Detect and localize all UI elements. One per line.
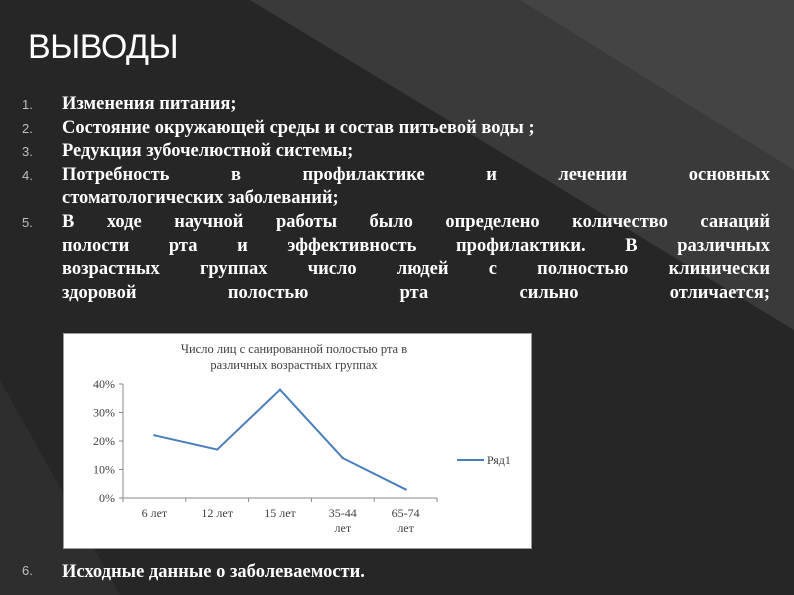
list-item [22,140,770,164]
x-tick-label: 35-44 [328,506,357,520]
item-text: Изменения питания; [62,94,237,114]
chart-axes [93,377,437,535]
line-chart [64,334,531,548]
item-text: Исходные данные о заболеваемости. [62,562,365,582]
data-point [342,457,344,459]
legend-label: Ряд1 [487,453,511,467]
item-text: Редукция зубочелюстной системы; [62,141,354,162]
item-number: 4. [22,167,33,183]
series-line [154,390,405,490]
x-tick-label: 6 лет [141,506,168,520]
item-text: Состояние окружающей среды и состав питьевой воды ; [62,117,535,138]
x-tick-label: 65-74 [391,506,420,520]
y-tick-label: 30% [93,405,115,420]
x-tick-label: лет [334,521,352,535]
data-point [279,389,281,391]
list-item [22,164,770,211]
item-text-line: В ходе научной работы было определено количество санаций [62,211,770,232]
chart-title-line: различных возрастных группах [210,358,378,372]
x-tick-label: 12 лет [201,506,233,520]
x-tick-label: 15 лет [264,506,296,520]
chart-panel [63,333,532,549]
item-number: 3. [22,144,33,160]
item-text-line: возрастных группах число людей с полностью клинически [62,259,770,280]
data-point [404,488,406,490]
conclusions-list [22,93,770,305]
y-tick-label: 20% [93,434,115,448]
item-number: 2. [22,120,33,136]
item-text-line: Потребность в профилактике и лечении основных [62,164,770,185]
slide-title: ВЫВОДЫ [28,28,179,66]
chart-marks [153,389,407,491]
list-item [22,117,770,141]
item-text-line: здоровой полостью рта сильно отличается; [62,282,770,303]
chart-title-line: Число лиц с санированной полостью рта в [180,342,408,356]
x-tick-label: лет [397,521,414,535]
item-text-line: стоматологических заболеваний; [62,188,339,209]
data-point [153,434,155,436]
item-number: 5. [22,214,33,230]
list-item [22,93,770,117]
data-point [216,448,218,450]
item-number: 1. [22,97,33,112]
y-tick-label: 10% [93,462,115,477]
item-number: 6. [22,563,33,578]
list-item [22,562,722,583]
y-tick-label: 40% [93,377,115,391]
y-tick-label: 0% [99,491,115,505]
list-item [22,211,770,305]
item-text-line: полости рта и эффективность профилактики. В различных [62,235,770,256]
chart-legend [457,453,511,467]
